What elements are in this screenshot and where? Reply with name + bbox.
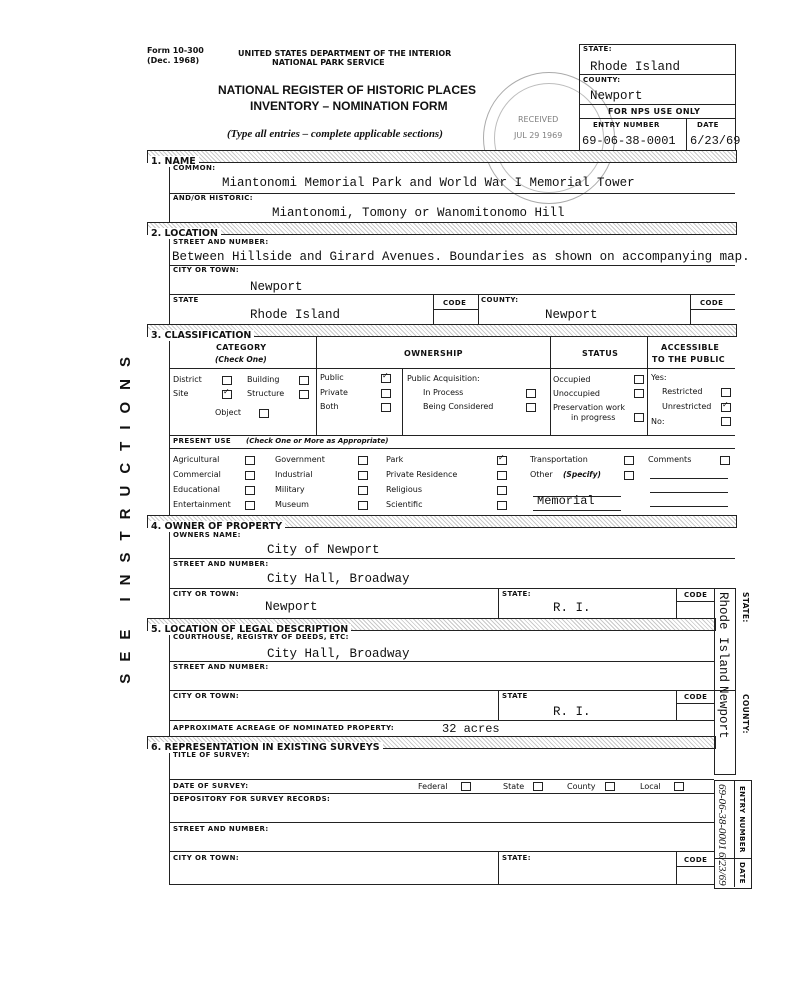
opt-object: Object	[215, 408, 242, 417]
location-code2-label: CODE	[700, 299, 724, 307]
survey-city-label: CITY OR TOWN:	[173, 854, 240, 862]
section-surveys-header: 6. REPRESENTATION IN EXISTING SURVEYS	[147, 736, 716, 749]
use-industrial: Industrial	[275, 470, 313, 479]
structure-checkbox[interactable]	[299, 390, 309, 399]
industrial-checkbox[interactable]	[358, 471, 368, 480]
survey-date-label: DATE OF SURVEY:	[173, 782, 249, 790]
public-checkbox[interactable]	[381, 374, 391, 383]
legal-state-label: STATE	[502, 692, 528, 700]
common-label: COMMON:	[173, 164, 216, 172]
corner-state-label: STATE:	[583, 45, 612, 53]
corner-date: 6/23/69	[690, 134, 741, 148]
use-private-residence: Private Residence	[386, 470, 458, 479]
corner-county: Newport	[590, 89, 643, 103]
commercial-checkbox[interactable]	[245, 471, 255, 480]
nps-use-only: FOR NPS USE ONLY	[608, 107, 701, 116]
religious-checkbox[interactable]	[497, 486, 507, 495]
opt-no: No:	[651, 417, 665, 426]
location-city-label: CITY OR TOWN:	[173, 266, 240, 274]
opt-being-considered: Being Considered	[423, 402, 494, 411]
owners-name: City of Newport	[267, 543, 380, 557]
opt-unoccupied: Unoccupied	[553, 389, 600, 398]
section-owner-header: 4. OWNER OF PROPERTY	[147, 515, 737, 528]
opt-district: District	[173, 375, 202, 384]
location-code-label: CODE	[443, 299, 467, 307]
use-entertainment: Entertainment	[173, 500, 231, 509]
no-checkbox[interactable]	[721, 417, 731, 426]
location-state: Rhode Island	[250, 308, 341, 322]
survey-local: Local	[640, 782, 661, 791]
ownership-header: OWNERSHIP	[404, 349, 463, 358]
location-street: Between Hillside and Girard Avenues. Boundaries as shown on accompanying map.	[172, 250, 750, 264]
opt-restricted: Restricted	[662, 387, 703, 396]
survey-street-label: STREET AND NUMBER:	[173, 825, 269, 833]
status-header: STATUS	[582, 349, 619, 358]
section-classification-header: 3. CLASSIFICATION	[147, 324, 737, 337]
stamp-date: JUL 29 1969	[514, 131, 563, 140]
depository-label: DEPOSITORY FOR SURVEY RECORDS:	[173, 795, 331, 803]
unrestricted-checkbox[interactable]	[721, 403, 731, 412]
agricultural-checkbox[interactable]	[245, 456, 255, 465]
acreage: 32 acres	[442, 722, 500, 736]
service: NATIONAL PARK SERVICE	[272, 58, 385, 67]
survey-county: County	[567, 782, 596, 791]
survey-code-label: CODE	[684, 856, 708, 864]
present-use-note: (Check One or More as Appropriate)	[246, 437, 389, 445]
location-county-label: COUNTY:	[481, 296, 519, 304]
opt-in-progress: in progress	[571, 413, 616, 422]
legal-state: R. I.	[553, 705, 591, 719]
government-checkbox[interactable]	[358, 456, 368, 465]
location-city: Newport	[250, 280, 303, 294]
state-checkbox[interactable]	[533, 782, 543, 791]
restricted-checkbox[interactable]	[721, 388, 731, 397]
local-checkbox[interactable]	[674, 782, 684, 791]
survey-state-label: STATE:	[502, 854, 531, 862]
use-museum: Museum	[275, 500, 309, 509]
margin-county-label: COUNTY:	[741, 694, 750, 734]
acreage-label: APPROXIMATE ACREAGE OF NOMINATED PROPERTY:	[173, 724, 395, 732]
opt-unrestricted: Unrestricted	[662, 402, 712, 411]
corner-state: Rhode Island	[590, 60, 681, 74]
owner-street: City Hall, Broadway	[267, 572, 410, 586]
other-value: Memorial	[537, 494, 595, 508]
courthouse-label: COURTHOUSE, REGISTRY OF DEEDS, ETC:	[173, 633, 349, 641]
check-one: (Check One)	[215, 355, 267, 364]
common-name: Miantonomi Memorial Park and World War I Memorial Tower	[222, 176, 635, 190]
use-scientific: Scientific	[386, 500, 423, 509]
owners-label: OWNERS NAME:	[173, 531, 241, 539]
margin-date: 6/23/69	[716, 852, 728, 886]
use-transportation: Transportation	[530, 455, 588, 464]
historic-name: Miantonomi, Tomony or Wanomitonomo Hill	[272, 206, 565, 220]
use-comments: Comments	[648, 455, 692, 464]
margin-state-label: STATE:	[741, 592, 750, 623]
owner-street-label: STREET AND NUMBER:	[173, 560, 269, 568]
owner-code-label: CODE	[684, 591, 708, 599]
form-date: (Dec. 1968)	[147, 56, 200, 65]
form-subtitle: INVENTORY – NOMINATION FORM	[250, 99, 448, 113]
use-agricultural: Agricultural	[173, 455, 220, 464]
accessible-header: ACCESSIBLE	[661, 343, 720, 352]
survey-title-label: TITLE OF SURVEY:	[173, 751, 250, 759]
opt-private: Private	[320, 388, 348, 397]
in-process-checkbox[interactable]	[526, 389, 536, 398]
opt-occupied: Occupied	[553, 375, 591, 384]
opt-public-acquisition: Public Acquisition:	[407, 374, 480, 383]
being-considered-checkbox[interactable]	[526, 403, 536, 412]
present-use-label: PRESENT USE	[173, 437, 232, 445]
unoccupied-checkbox[interactable]	[634, 389, 644, 398]
historic-label: AND/OR HISTORIC:	[173, 194, 253, 202]
corner-county-label: COUNTY:	[583, 76, 621, 84]
opt-in-process: In Process	[423, 388, 464, 397]
department: UNITED STATES DEPARTMENT OF THE INTERIOR	[238, 49, 452, 58]
educational-checkbox[interactable]	[245, 486, 255, 495]
section-legal-header: 5. LOCATION OF LEGAL DESCRIPTION	[147, 618, 716, 631]
opt-yes: Yes:	[651, 373, 667, 382]
instructions: (Type all entries – complete applicable sections)	[227, 128, 443, 140]
use-military: Military	[275, 485, 305, 494]
owner-state-label: STATE:	[502, 590, 531, 598]
form-title: NATIONAL REGISTER OF HISTORIC PLACES	[218, 83, 477, 97]
use-government: Government	[275, 455, 325, 464]
opt-preservation: Preservation work	[553, 403, 625, 412]
entertainment-checkbox[interactable]	[245, 501, 255, 510]
legal-city-label: CITY OR TOWN:	[173, 692, 240, 700]
district-checkbox[interactable]	[222, 376, 232, 385]
location-street-label: STREET AND NUMBER:	[173, 238, 269, 246]
use-other: Other	[530, 470, 553, 479]
use-specify: (Specify)	[563, 470, 601, 479]
section-location-header: 2. LOCATION	[147, 222, 737, 235]
federal-checkbox[interactable]	[461, 782, 471, 791]
location-state-label: STATE	[173, 296, 199, 304]
preservation-checkbox[interactable]	[634, 413, 644, 422]
margin-county: Newport	[716, 686, 730, 739]
site-checkbox[interactable]	[222, 390, 232, 399]
opt-structure: Structure	[247, 389, 285, 398]
form-number: Form 10-300	[147, 46, 204, 55]
survey-federal: Federal	[418, 782, 448, 791]
margin-entry: 69-06-38-0001	[716, 784, 728, 850]
private-residence-checkbox[interactable]	[497, 471, 507, 480]
military-checkbox[interactable]	[358, 486, 368, 495]
opt-both: Both	[320, 402, 339, 411]
county-checkbox[interactable]	[605, 782, 615, 791]
occupied-checkbox[interactable]	[634, 375, 644, 384]
category-header: CATEGORY	[216, 343, 267, 352]
courthouse: City Hall, Broadway	[267, 647, 410, 661]
both-checkbox[interactable]	[381, 403, 391, 412]
owner-state: R. I.	[553, 601, 591, 615]
legal-street-label: STREET AND NUMBER:	[173, 663, 269, 671]
corner-entry: 69-06-38-0001	[582, 134, 676, 148]
transportation-checkbox[interactable]	[624, 456, 634, 465]
museum-checkbox[interactable]	[358, 501, 368, 510]
owner-city-label: CITY OR TOWN:	[173, 590, 240, 598]
owner-city: Newport	[265, 600, 318, 614]
opt-building: Building	[247, 375, 280, 384]
margin-state: Rhode Island	[716, 592, 730, 683]
survey-state: State	[503, 782, 525, 791]
opt-site: Site	[173, 389, 189, 398]
building-checkbox[interactable]	[299, 376, 309, 385]
to-public-header: TO THE PUBLIC	[652, 355, 726, 364]
use-educational: Educational	[173, 485, 220, 494]
object-checkbox[interactable]	[259, 409, 269, 418]
park-checkbox[interactable]	[497, 456, 507, 465]
side-instructions: SEE INSTRUCTIONS	[117, 345, 134, 684]
location-county: Newport	[545, 308, 598, 322]
section-name-header: 1. NAME	[147, 150, 737, 163]
other-checkbox[interactable]	[624, 471, 634, 480]
corner-date-label: DATE	[697, 121, 719, 129]
stamp-received: RECEIVED	[518, 115, 559, 124]
scientific-checkbox[interactable]	[497, 501, 507, 510]
margin-date-label: DATE	[738, 862, 746, 884]
use-park: Park	[386, 455, 404, 464]
use-commercial: Commercial	[173, 470, 221, 479]
use-religious: Religious	[386, 485, 422, 494]
margin-entry-label: ENTRY NUMBER	[738, 786, 746, 853]
private-checkbox[interactable]	[381, 389, 391, 398]
comments-checkbox[interactable]	[720, 456, 730, 465]
opt-public: Public	[320, 373, 344, 382]
corner-entry-label: ENTRY NUMBER	[593, 121, 660, 129]
legal-code-label: CODE	[684, 693, 708, 701]
